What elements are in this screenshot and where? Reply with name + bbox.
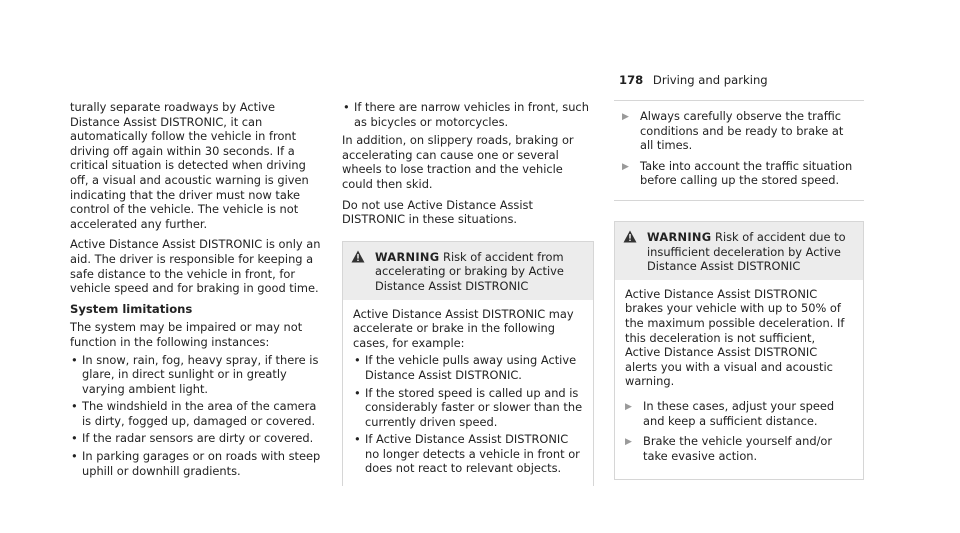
list-item: • In snow, rain, fog, heavy spray, if there is glare, in direct sunlight or in greatly varying ambient light. xyxy=(70,353,326,397)
warning-label: WARNING xyxy=(375,249,440,264)
warning-box xyxy=(614,221,864,480)
list-item: • If Active Distance Assist DISTRONIC no longer detects a vehicle in front or does not react to relevant objects. xyxy=(353,432,583,476)
list-item: • If the radar sensors are dirty or covered. xyxy=(70,431,326,446)
paragraph: Active Distance Assist DISTRONIC brakes your vehicle with up to 50% of the maximum possible deceleration. If this deceleration is not sufficient, Active Distance Assist DISTRONIC alerts you with a visual and acoustic warning. xyxy=(625,286,845,389)
instruction-step: ▶ Take into account the traffic situation before calling up the stored speed. xyxy=(622,158,853,188)
section-heading: System limitations xyxy=(70,301,193,316)
warning-box xyxy=(342,241,594,486)
paragraph: In addition, on slippery roads, braking or accelerating can cause one or several wheels to lose traction and the vehicle could then skid. xyxy=(342,133,574,191)
instruction-step: ▶ Brake the vehicle yourself and/or take evasive action. xyxy=(625,434,833,463)
warning-title: Risk of accident from accelerating or braking by Active Distance Assist DISTRONIC xyxy=(375,249,564,293)
column-1 xyxy=(70,100,326,482)
instruction-box xyxy=(614,100,864,201)
paragraph: Do not use Active Distance Assist DISTRONIC in these situations. xyxy=(342,197,533,227)
paragraph: turally separate roadways by Active Distance Assist DISTRONIC, it can automatically follow the vehicle in front driving off again within 30 seconds. If a critical situation is detected when driving off, a visual and acoustic warning is given indicating that the driver must now take control of the vehicle. The vehicle is not accelerated any further. xyxy=(70,100,309,231)
list-item: • In parking garages or on roads with steep uphill or downhill gradients. xyxy=(70,449,326,478)
instruction-step: ▶ In these cases, adjust your speed and keep a sufficient distance. xyxy=(625,398,835,428)
play-arrow-icon: ▶ xyxy=(625,401,632,412)
warning-header xyxy=(615,222,863,280)
warning-triangle-icon xyxy=(351,250,367,294)
paragraph: Active Distance Assist DISTRONIC is only an aid. The driver is responsible for keeping a safe distance to the vehicle in front, for vehicle speed and for braking in good time. xyxy=(70,237,321,296)
list-item: • If the vehicle pulls away using Active Distance Assist DISTRONIC. xyxy=(353,353,583,382)
paragraph: The system may be impaired or may not function in the following instances: xyxy=(70,320,303,349)
column-3 xyxy=(614,100,864,480)
instruction-step: ▶ Always carefully observe the traffic conditions and be ready to brake at all times. xyxy=(622,109,844,153)
warning-triangle-icon xyxy=(623,230,639,274)
paragraph: Active Distance Assist DISTRONIC may accelerate or brake in the following cases, for example: xyxy=(353,306,574,350)
warning-body xyxy=(343,300,593,487)
column-2 xyxy=(342,100,594,486)
bullet-list xyxy=(353,353,583,476)
warning-header xyxy=(343,242,593,300)
list-item: • If the stored speed is called up and is considerably faster or slower than the currently driven speed. xyxy=(353,386,583,430)
play-arrow-icon: ▶ xyxy=(622,161,629,172)
list-item: • If there are narrow vehicles in front, such as bicycles or motorcycles. xyxy=(342,100,594,129)
play-arrow-icon: ▶ xyxy=(622,112,629,122)
warning-label: WARNING xyxy=(647,229,712,244)
instruction-list xyxy=(625,397,853,473)
page-header xyxy=(619,73,768,88)
list-item: • The windshield in the area of the camera is dirty, fogged up, damaged or covered. xyxy=(70,399,326,428)
warning-title: Risk of accident due to insufficient deceleration by Active Distance Assist DISTRONIC xyxy=(647,229,846,274)
page-number: 178 xyxy=(619,73,644,87)
warning-body xyxy=(615,280,863,480)
play-arrow-icon: ▶ xyxy=(625,437,632,448)
section-title: Driving and parking xyxy=(652,73,768,87)
bullet-list xyxy=(70,353,326,479)
bullet-list xyxy=(342,100,594,129)
